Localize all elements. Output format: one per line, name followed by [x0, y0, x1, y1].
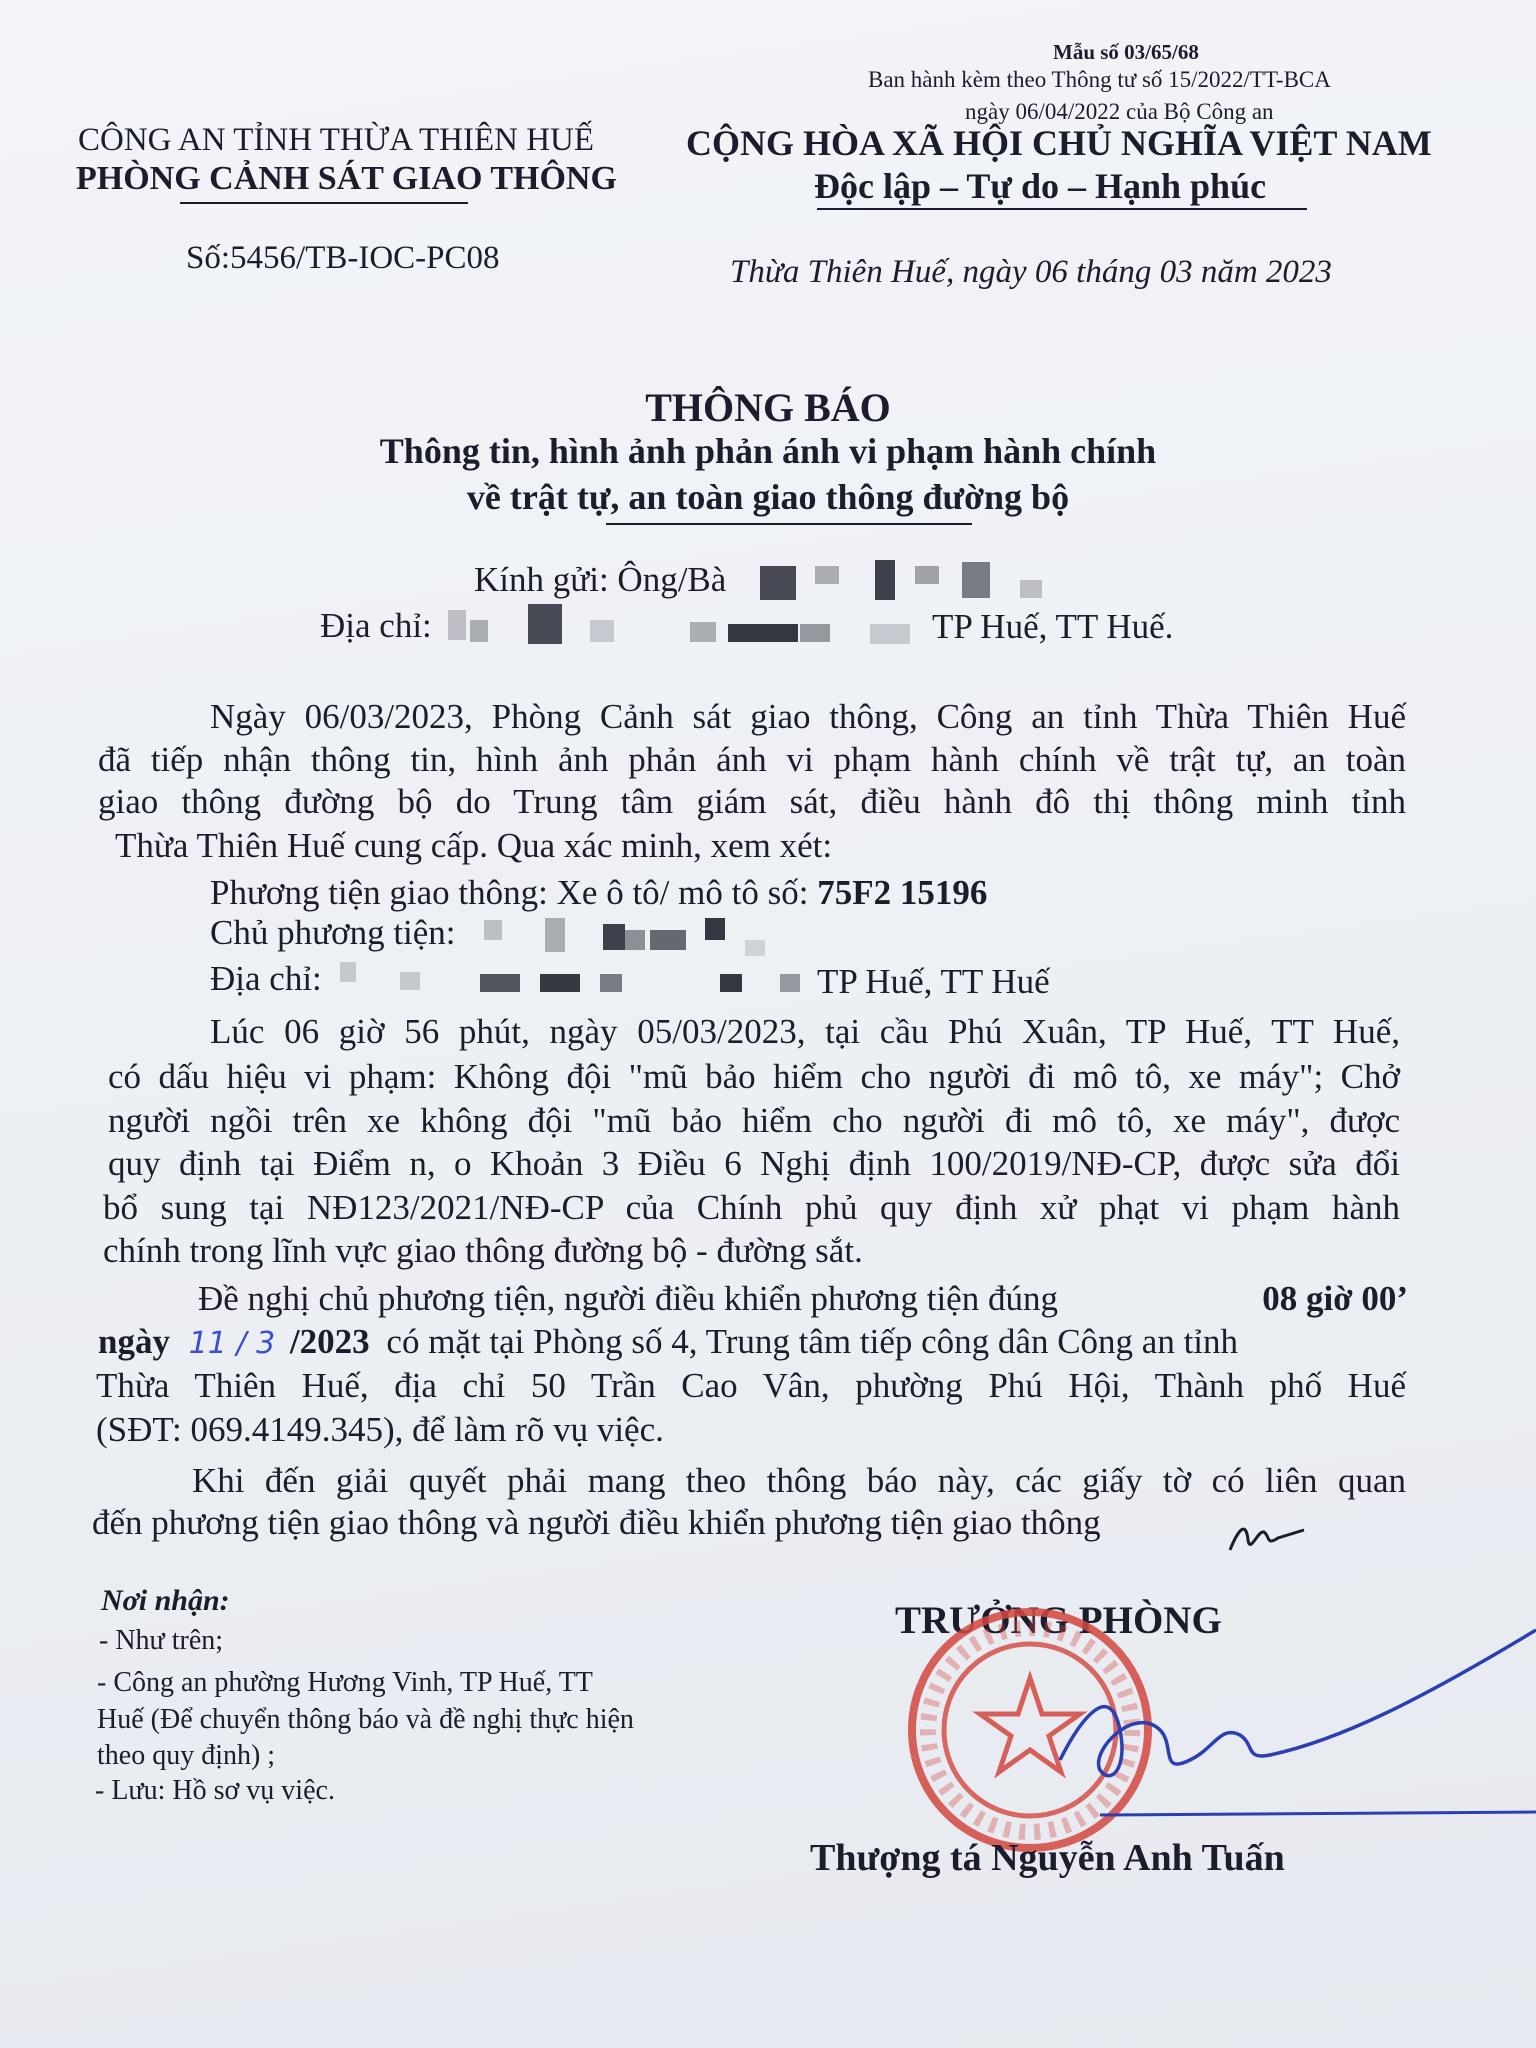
national-motto: Độc lập – Tự do – Hạnh phúc [814, 166, 1267, 206]
recipient-item: theo quy định) ; [97, 1740, 276, 1771]
summons-time: 08 giờ 00’ [1262, 1279, 1408, 1318]
recipient-item: Huế (Để chuyển thông báo và đề nghị thực hiện [97, 1704, 634, 1735]
body-line: chính trong lĩnh vực giao thông đường bộ - đường sắt. [103, 1231, 863, 1270]
recipient-item: - Công an phường Hương Vinh, TP Huế, TT [97, 1667, 593, 1698]
body-line: Thừa Thiên Huế cung cấp. Qua xác minh, xem xét: [115, 826, 833, 865]
summons-line [198, 1279, 1408, 1319]
address-label: Địa chỉ: [320, 606, 432, 645]
signer-title: TRƯỞNG PHÒNG [895, 1599, 1222, 1642]
handwritten-date: 11 / 3 [188, 1326, 276, 1361]
body-line: người ngồi trên xe không đội "mũ bảo hiểm cho người đi mô tô, xe máy", được [108, 1101, 1400, 1140]
body-line: Thừa Thiên Huế, địa chỉ 50 Trần Cao Vân, phường Phú Hội, Thành phố Huế [96, 1366, 1406, 1405]
recipient-item: - Như trên; [99, 1625, 224, 1656]
initials-mark [1218, 1510, 1308, 1560]
vehicle-label: Phương tiện giao thông: Xe ô tô/ mô tô số: [210, 873, 809, 912]
address-city: TP Huế, TT Huế. [932, 607, 1174, 646]
title-underline [606, 523, 972, 525]
handwritten-signature [1040, 1610, 1536, 1840]
body-line: quy định tại Điểm n, o Khoản 3 Điều 6 Nghị định 100/2019/NĐ-CP, được sửa đổi [108, 1144, 1400, 1183]
body-line: Ngày 06/03/2023, Phòng Cảnh sát giao thông, Công an tỉnh Thừa Thiên Huế [210, 697, 1406, 736]
summons-text: Đề nghị chủ phương tiện, người điều khiển phương tiện đúng [198, 1279, 1058, 1318]
document-title: THÔNG BÁO [645, 385, 891, 430]
nation-name: CỘNG HÒA XÃ HỘI CHỦ NGHĨA VIỆT NAM [686, 123, 1432, 163]
vehicle-row [210, 873, 987, 913]
owner-label: Chủ phương tiện: [210, 913, 456, 952]
document-number: Số:5456/TB-IOC-PC08 [186, 240, 500, 276]
recipients-title: Nơi nhận: [101, 1584, 230, 1617]
agency-underline [180, 202, 468, 204]
body-line: giao thông đường bộ do Trung tâm giám sát, điều hành đô thị thông minh tỉnh [98, 782, 1406, 821]
summons-date-line [98, 1322, 1406, 1364]
form-issued-note: Ban hành kèm theo Thông tư số 15/2022/TT-BCA [868, 67, 1331, 92]
body-line: Khi đến giải quyết phải mang theo thông báo này, các giấy tờ có liên quan [192, 1461, 1406, 1500]
place-date: Thừa Thiên Huế, ngày 06 tháng 03 năm 2023 [730, 254, 1332, 290]
agency-name: PHÒNG CẢNH SÁT GIAO THÔNG [76, 160, 617, 197]
body-line: bổ sung tại NĐ123/2021/NĐ-CP của Chính phủ quy định xử phạt vi phạm hành [103, 1188, 1400, 1227]
signer-name: Thượng tá Nguyễn Anh Tuấn [810, 1837, 1285, 1879]
body-line: đã tiếp nhận thông tin, hình ảnh phản ánh vi phạm hành chính về trật tự, an toàn [98, 740, 1406, 779]
summons-place: có mặt tại Phòng số 4, Trung tâm tiếp công dân Công an tỉnh [386, 1322, 1239, 1361]
owner-address-city: TP Huế, TT Huế [817, 962, 1050, 1001]
license-plate: 75F2 15196 [817, 873, 988, 912]
body-line: đến phương tiện giao thông và người điều khiển phương tiện giao thông [92, 1503, 1101, 1542]
recipient-item: - Lưu: Hồ sơ vụ việc. [95, 1775, 335, 1806]
agency-parent: CÔNG AN TỈNH THỪA THIÊN HUẾ [78, 122, 595, 158]
form-issued-date: ngày 06/04/2022 của Bộ Công an [965, 99, 1274, 124]
document-subtitle: về trật tự, an toàn giao thông đường bộ [466, 477, 1070, 517]
body-line: có dấu hiệu vi phạm: Không đội "mũ bảo hiểm cho người đi mô tô, xe máy"; Chở [108, 1057, 1400, 1096]
summons-day-label: ngày [98, 1322, 170, 1361]
owner-address-label: Địa chỉ: [210, 959, 322, 998]
body-line: Lúc 06 giờ 56 phút, ngày 05/03/2023, tại cầu Phú Xuân, TP Huế, TT Huế, [210, 1012, 1400, 1051]
recipient-label: Kính gửi: Ông/Bà [474, 560, 727, 599]
form-number: Mẫu số 03/65/68 [1053, 40, 1199, 64]
body-line: (SĐT: 069.4149.345), để làm rõ vụ việc. [96, 1410, 664, 1449]
document-subtitle: Thông tin, hình ảnh phản ánh vi phạm hành chính [379, 431, 1157, 471]
summons-year: /2023 [289, 1322, 370, 1361]
motto-underline [817, 208, 1307, 210]
